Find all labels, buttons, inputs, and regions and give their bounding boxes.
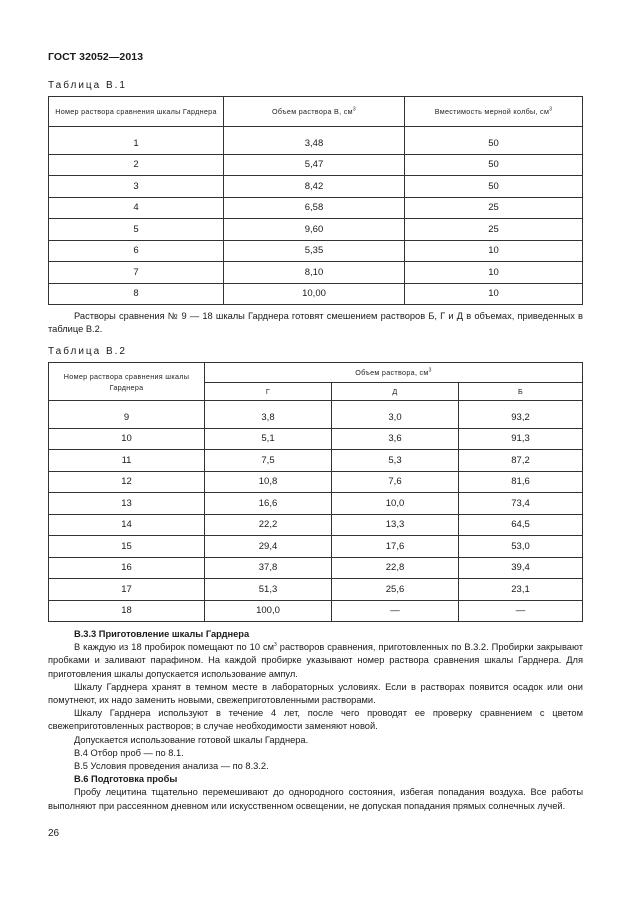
table1-caption: Таблица В.1 xyxy=(48,80,127,91)
table2-caption: Таблица В.2 xyxy=(48,346,127,357)
table-row: 5 9,60 25 xyxy=(49,219,583,241)
table-row: 13 16,6 10,0 73,4 xyxy=(49,493,583,515)
document-header: ГОСТ 32052—2013 xyxy=(48,51,144,63)
table-row: 4 6,58 25 xyxy=(49,197,583,219)
table-row: 14 22,2 13,3 64,5 xyxy=(49,514,583,536)
table1-header-volume: Объем раствора В, $см^3$ xyxy=(224,97,405,127)
section-b5: В.5 Условия проведения анализа — по 8.3.2. xyxy=(74,761,269,772)
table2-header-number: Номер раствора сравнения шкалы Гарднера xyxy=(49,363,205,401)
table-row: 6 5,35 10 xyxy=(49,240,583,262)
table1-header-capacity: Вместимость мерной колбы, $см^3$ xyxy=(405,97,583,127)
table-row: 8 10,00 10 xyxy=(49,283,583,305)
table-row: 9 3,8 3,0 93,2 xyxy=(49,407,583,428)
page-number: 26 xyxy=(48,828,60,839)
table-row: 2 5,47 50 xyxy=(49,154,583,176)
table-row: 15 29,4 17,6 53,0 xyxy=(49,536,583,558)
table1-header-number: Номер раствора сравнения шкалы Гарднера xyxy=(49,97,224,127)
table-row: 10 5,1 3,6 91,3 xyxy=(49,428,583,450)
table1-body xyxy=(49,127,583,305)
section-b33-heading: В.3.3 Приготовление шкалы Гарднера xyxy=(74,629,250,639)
table2 xyxy=(48,362,583,622)
section-b33-p2: Шкалу Гарднера хранят в темном месте в лабораторных условиях. Если в растворах появится осадок или они помутнеют, их надо заменить новыми, свежеприготовленными растворами. xyxy=(48,681,583,706)
section-b33 xyxy=(48,628,583,813)
table2-header-d: Д xyxy=(332,383,459,401)
table-row: 7 8,10 10 xyxy=(49,262,583,284)
table2-body xyxy=(49,401,583,622)
table2-header-volume-group: Объем раствора, $см^3$ xyxy=(205,363,583,383)
table-row: 17 51,3 25,6 23,1 xyxy=(49,579,583,601)
table-row: 12 10,8 7,6 81,6 xyxy=(49,471,583,493)
section-b6-p1: Пробу лецитина тщательно перемешивают до однородного состояния, избегая попадания воздуха. Все работы выполняют при рассеянном дневном или искусственном освещении, не допуская попадания прямых солнечных лучей. xyxy=(48,787,583,811)
section-b6-heading: В.6 Подготовка пробы xyxy=(74,774,178,785)
table1 xyxy=(48,96,583,305)
table-row: 18 100,0 — — xyxy=(49,600,583,622)
section-b4: В.4 Отбор проб — по 8.1. xyxy=(74,747,184,758)
table2-header-b: Б xyxy=(459,383,583,401)
section-b33-p4: Допускается использование готовой шкалы Гарднера. xyxy=(74,734,309,745)
section-b33-p1: В каждую из 18 пробирок помещают по 10 $см^3$ растворов сравнения, приготовленных по В.3.2. Пробирки закрывают пробками и заливают парафином. На каждой пробирке указывают номер раствора сравнения шкалы Гарднера. Для приготовления шкалы допускается использование ампул. xyxy=(48,642,583,679)
table2-header-g: Г xyxy=(205,383,332,401)
section-b33-p3: Шкалу Гарднера используют в течение 4 лет, после чего проводят ее проверку сравнением с цветом свежеприготовленных растворов; в случае необходимости заменяют новой. xyxy=(48,708,583,732)
table-row: 11 7,5 5,3 87,2 xyxy=(49,450,583,472)
table-row: 3 8,42 50 xyxy=(49,176,583,198)
table-row: 16 37,8 22,8 39,4 xyxy=(49,557,583,579)
mid-paragraph: Растворы сравнения № 9 — 18 шкалы Гарднера готовят смешением растворов Б, Г и Д в объемах, приведенных в таблице В.2. xyxy=(48,311,583,335)
table-row: 1 3,48 50 xyxy=(49,133,583,154)
